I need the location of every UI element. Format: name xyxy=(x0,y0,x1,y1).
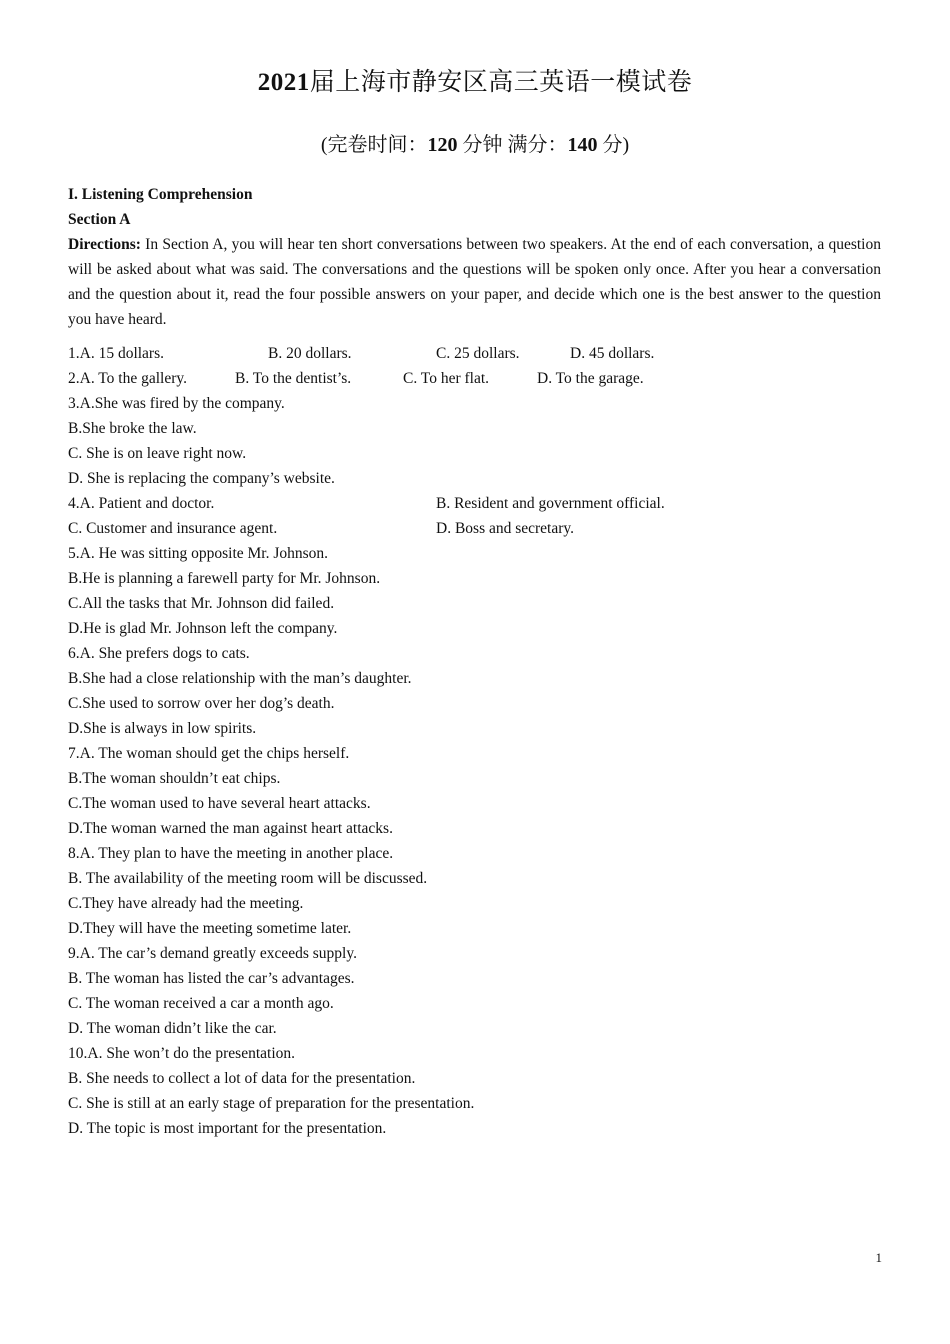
directions-text: In Section A, you will hear ten short conversations between two speakers. At the end of each conversation, a question will be asked about what was said. The conversations and the questions will be spoken only once. After you hear a conversation and the question about it, read the four possible answers on your paper, and decide which one is the best answer to the question you have heard. xyxy=(68,236,881,328)
q1-option-d: D. 45 dollars. xyxy=(570,345,655,362)
directions-paragraph xyxy=(68,232,881,332)
q6-option-d: D.She is always in low spirits. xyxy=(68,720,257,737)
q3-option-c: C. She is on leave right now. xyxy=(68,445,247,462)
q9-option-c: C. The woman received a car a month ago. xyxy=(68,995,334,1012)
q5-option-a: 5.A. He was sitting opposite Mr. Johnson. xyxy=(68,545,329,562)
directions-label: Directions: xyxy=(68,236,141,253)
q7-option-a: 7.A. The woman should get the chips herself. xyxy=(68,745,350,762)
q9-option-b: B. The woman has listed the car’s advantages. xyxy=(68,970,355,987)
q5-option-d: D.He is glad Mr. Johnson left the company. xyxy=(68,620,338,637)
q1-option-c: C. 25 dollars. xyxy=(436,345,520,362)
document-body xyxy=(68,182,881,1141)
q3-option-d: D. She is replacing the company’s website. xyxy=(68,470,335,487)
question-1 xyxy=(68,341,881,366)
q8-option-c: C.They have already had the meeting. xyxy=(68,895,304,912)
q1-option-b: B. 20 dollars. xyxy=(268,345,352,362)
document-title xyxy=(0,62,950,98)
q10-option-a: 10.A. She won’t do the presentation. xyxy=(68,1045,296,1062)
q2-option-c: C. To her flat. xyxy=(403,370,490,387)
q10-option-c: C. She is still at an early stage of preparation for the presentation. xyxy=(68,1095,475,1112)
title-text: 届上海市静安区高三英语一模试卷 xyxy=(309,69,693,96)
exam-info xyxy=(0,128,950,157)
exam-score: 140 xyxy=(567,134,598,156)
q5-option-c: C.All the tasks that Mr. Johnson did failed. xyxy=(68,595,335,612)
q2-option-a: 2.A. To the gallery. xyxy=(68,370,188,387)
question-2 xyxy=(68,366,881,391)
q7-option-c: C.The woman used to have several heart attacks. xyxy=(68,795,371,812)
q7-option-b: B.The woman shouldn’t eat chips. xyxy=(68,770,281,787)
exam-time: 120 xyxy=(427,134,458,156)
section-heading: I. Listening Comprehension xyxy=(68,186,253,203)
q5-option-b: B.He is planning a farewell party for Mr. Johnson. xyxy=(68,570,381,587)
q3-option-b: B.She broke the law. xyxy=(68,420,197,437)
exam-info-mid: 分钟 满分： xyxy=(457,134,568,156)
q2-option-b: B. To the dentist’s. xyxy=(235,370,352,387)
section-label: Section A xyxy=(68,211,131,228)
q8-option-b: B. The availability of the meeting room will be discussed. xyxy=(68,870,428,887)
title-year: 2021 xyxy=(257,69,310,96)
q6-option-a: 6.A. She prefers dogs to cats. xyxy=(68,645,250,662)
question-4-row-1 xyxy=(68,491,881,516)
q1-option-a: 1.A. 15 dollars. xyxy=(68,345,165,362)
q6-option-b: B.She had a close relationship with the man’s daughter. xyxy=(68,670,412,687)
question-4-row-2 xyxy=(68,516,881,541)
q3-option-a: 3.A.She was fired by the company. xyxy=(68,395,285,412)
q9-option-a: 9.A. The car’s demand greatly exceeds supply. xyxy=(68,945,357,962)
q6-option-c: C.She used to sorrow over her dog’s death. xyxy=(68,695,335,712)
page-number: 1 xyxy=(875,1250,882,1265)
exam-info-close: 分) xyxy=(597,134,630,156)
q8-option-a: 8.A. They plan to have the meeting in another place. xyxy=(68,845,394,862)
q7-option-d: D.The woman warned the man against heart attacks. xyxy=(68,820,393,837)
q8-option-d: D.They will have the meeting sometime later. xyxy=(68,920,352,937)
q4-option-b: B. Resident and government official. xyxy=(436,495,665,512)
q4-option-d: D. Boss and secretary. xyxy=(436,520,575,537)
q10-option-b: B. She needs to collect a lot of data for the presentation. xyxy=(68,1070,416,1087)
q9-option-d: D. The woman didn’t like the car. xyxy=(68,1020,277,1037)
q10-option-d: D. The topic is most important for the presentation. xyxy=(68,1120,387,1137)
q2-option-d: D. To the garage. xyxy=(537,370,644,387)
q4-option-c: C. Customer and insurance agent. xyxy=(68,520,278,537)
exam-info-open: (完卷时间： xyxy=(320,134,428,156)
q4-option-a: 4.A. Patient and doctor. xyxy=(68,495,215,512)
